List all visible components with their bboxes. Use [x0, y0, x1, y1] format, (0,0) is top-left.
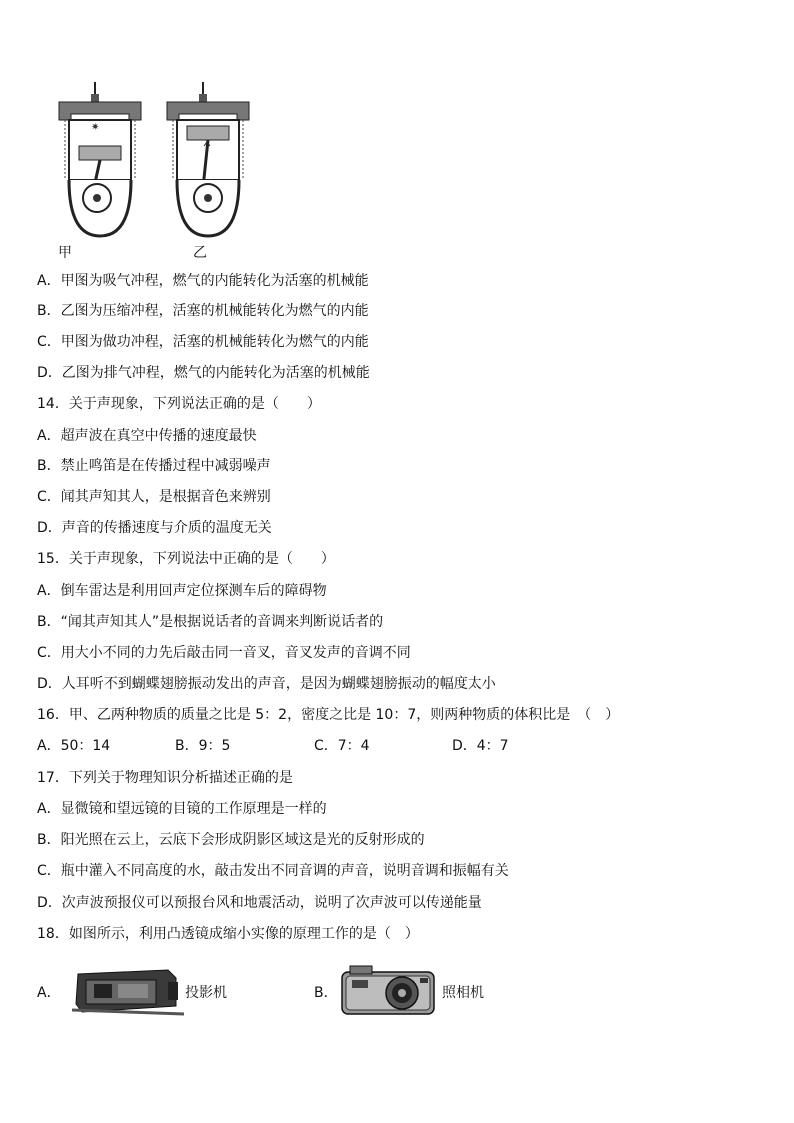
q18-option-a-label: 投影机 [185, 985, 227, 1001]
q14-stem: 14．关于声现象，下列说法正确的是（ ） [37, 396, 321, 412]
svg-text:✷: ✷ [91, 122, 100, 133]
q17-option-a[interactable]: A．显微镜和望远镜的目镜的工作原理是一样的 [37, 801, 327, 817]
projector-image [72, 966, 184, 1018]
q17-option-b[interactable]: B．阳光照在云上，云底下会形成阴影区域这是光的反射形成的 [37, 832, 425, 848]
q16-option-c[interactable]: C．7：4 [314, 738, 370, 754]
q14-option-b[interactable]: B．禁止鸣笛是在传播过程中减弱噪声 [37, 458, 271, 474]
q16-option-b[interactable]: B．9：5 [175, 738, 231, 754]
q16-stem: 16．甲、乙两种物质的质量之比是 5：2，密度之比是 10：7，则两种物质的体积比是 （ ） [37, 707, 620, 723]
q13-option-a[interactable]: A．甲图为吸气冲程，燃气的内能转化为活塞的机械能 [37, 273, 369, 289]
q17-option-c[interactable]: C．瓶中灌入不同高度的水，敲击发出不同音调的声音，说明音调和振幅有关 [37, 863, 509, 879]
q16-option-a[interactable]: A．50：14 [37, 738, 111, 754]
q16-option-d[interactable]: D．4：7 [452, 738, 509, 754]
q14-option-a[interactable]: A．超声波在真空中传播的速度最快 [37, 428, 257, 444]
engine-diagram-jia [55, 80, 145, 238]
q18-option-b-label: 照相机 [442, 985, 484, 1001]
q14-option-d[interactable]: D．声音的传播速度与介质的温度无关 [37, 520, 272, 536]
q15-option-d[interactable]: D．人耳听不到蝴蝶翅膀振动发出的声音，是因为蝴蝶翅膀振动的幅度太小 [37, 676, 496, 692]
q13-option-d[interactable]: D．乙图为排气冲程，燃气的内能转化为活塞的机械能 [37, 365, 370, 381]
q13-option-b[interactable]: B．乙图为压缩冲程，活塞的机械能转化为燃气的内能 [37, 303, 369, 319]
q15-stem: 15．关于声现象，下列说法中正确的是（ ） [37, 551, 335, 567]
figure-label-yi: 乙 [193, 245, 207, 261]
q17-stem: 17．下列关于物理知识分析描述正确的是 [37, 770, 293, 786]
camera-image [340, 964, 436, 1016]
engine-diagram-yi [163, 80, 253, 238]
q13-option-c[interactable]: C．甲图为做功冲程，活塞的机械能转化为燃气的内能 [37, 334, 369, 350]
q17-option-d[interactable]: D．次声波预报仪可以预报台风和地震活动，说明了次声波可以传递能量 [37, 895, 482, 911]
q15-option-a[interactable]: A．倒车雷达是利用回声定位探测车后的障碍物 [37, 583, 327, 599]
q14-option-c[interactable]: C．闻其声知其人，是根据音色来辨别 [37, 489, 271, 505]
q15-option-c[interactable]: C．用大小不同的力先后敲击同一音叉，音叉发声的音调不同 [37, 645, 411, 661]
q15-option-b[interactable]: B．“闻其声知其人”是根据说话者的音调来判断说话者的 [37, 614, 384, 630]
figure-label-jia: 甲 [58, 245, 72, 261]
q18-stem: 18．如图所示，利用凸透镜成缩小实像的原理工作的是（ ） [37, 926, 419, 942]
q18-option-b-letter[interactable]: B． [314, 985, 338, 1001]
q18-option-a-letter[interactable]: A． [37, 985, 61, 1001]
